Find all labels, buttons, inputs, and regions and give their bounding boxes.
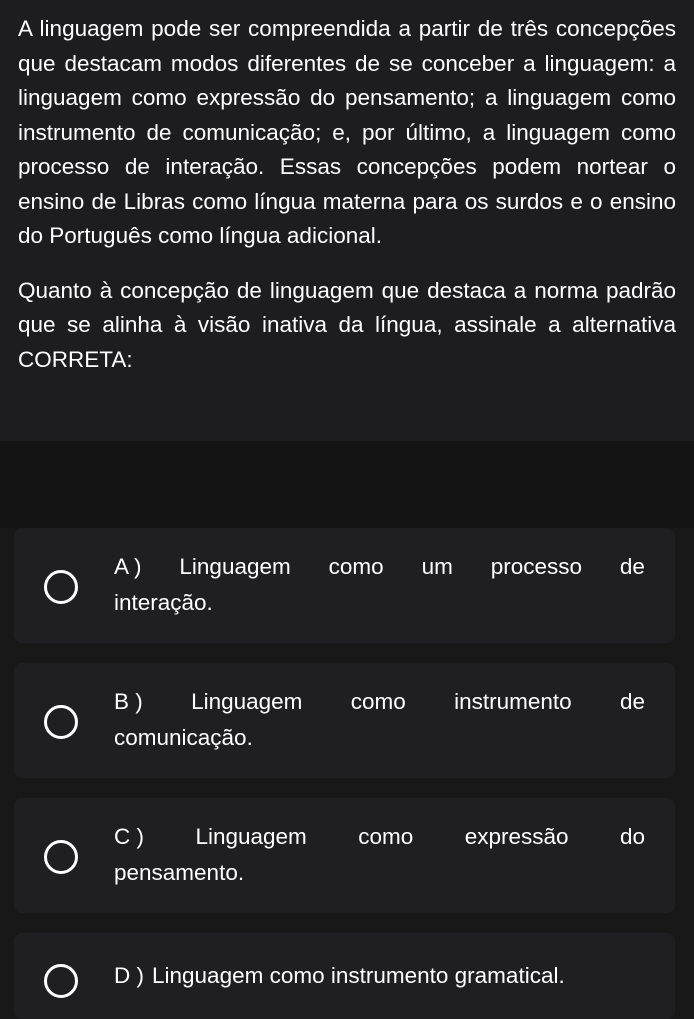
option-word: como <box>350 689 406 714</box>
option-word: instrumento <box>454 689 572 714</box>
option-word: Linguagem <box>179 554 291 579</box>
option-letter: C ) <box>114 824 144 849</box>
option-word: Linguagem <box>195 824 307 849</box>
option-letter: B ) <box>114 689 143 714</box>
answer-options <box>14 528 675 1019</box>
option-line-2: comunicação. <box>114 725 253 750</box>
option-word: processo <box>490 554 583 579</box>
option-word: Linguagem <box>191 689 303 714</box>
option-letter: D ) <box>114 963 144 988</box>
radio-icon[interactable] <box>44 570 78 604</box>
option-word: de <box>619 689 645 714</box>
option-c-text <box>114 819 645 891</box>
option-a-text <box>114 549 645 621</box>
option-word: um <box>421 554 453 579</box>
option-d[interactable] <box>14 933 675 1019</box>
option-word: de <box>619 554 645 579</box>
option-b-text <box>114 684 645 756</box>
question-paragraph-1: A linguagem pode ser compreendida a partir de três concepções que destacam modos diferentes de se conceber a linguagem: a linguagem como expressão do pensamento; a linguagem como instrumento de comunicação; e, por último, a linguagem como processo de interação. Essas concepções podem nortear o ensino de Libras como língua materna para os surdos e o ensino do Português como língua adicional. <box>18 16 676 248</box>
option-word: expressão <box>464 824 569 849</box>
option-label: Linguagem como instrumento gramatical. <box>152 963 565 988</box>
radio-icon[interactable] <box>44 964 78 998</box>
option-line-2: interação. <box>114 590 213 615</box>
option-letter: A ) <box>114 554 142 579</box>
option-word: como <box>328 554 384 579</box>
option-b[interactable] <box>14 663 675 778</box>
option-word: do <box>619 824 645 849</box>
option-c[interactable] <box>14 798 675 913</box>
radio-icon[interactable] <box>44 840 78 874</box>
section-divider <box>0 441 694 528</box>
option-line-2: pensamento. <box>114 860 245 885</box>
option-d-text <box>114 958 645 994</box>
option-a[interactable] <box>14 528 675 643</box>
option-word: como <box>358 824 414 849</box>
radio-icon[interactable] <box>44 705 78 739</box>
question-prompt: Quanto à concepção de linguagem que destaca a norma padrão que se alinha à visão inativa da língua, assinale a alternativa CORRETA: <box>18 277 676 372</box>
question-panel <box>0 0 694 441</box>
